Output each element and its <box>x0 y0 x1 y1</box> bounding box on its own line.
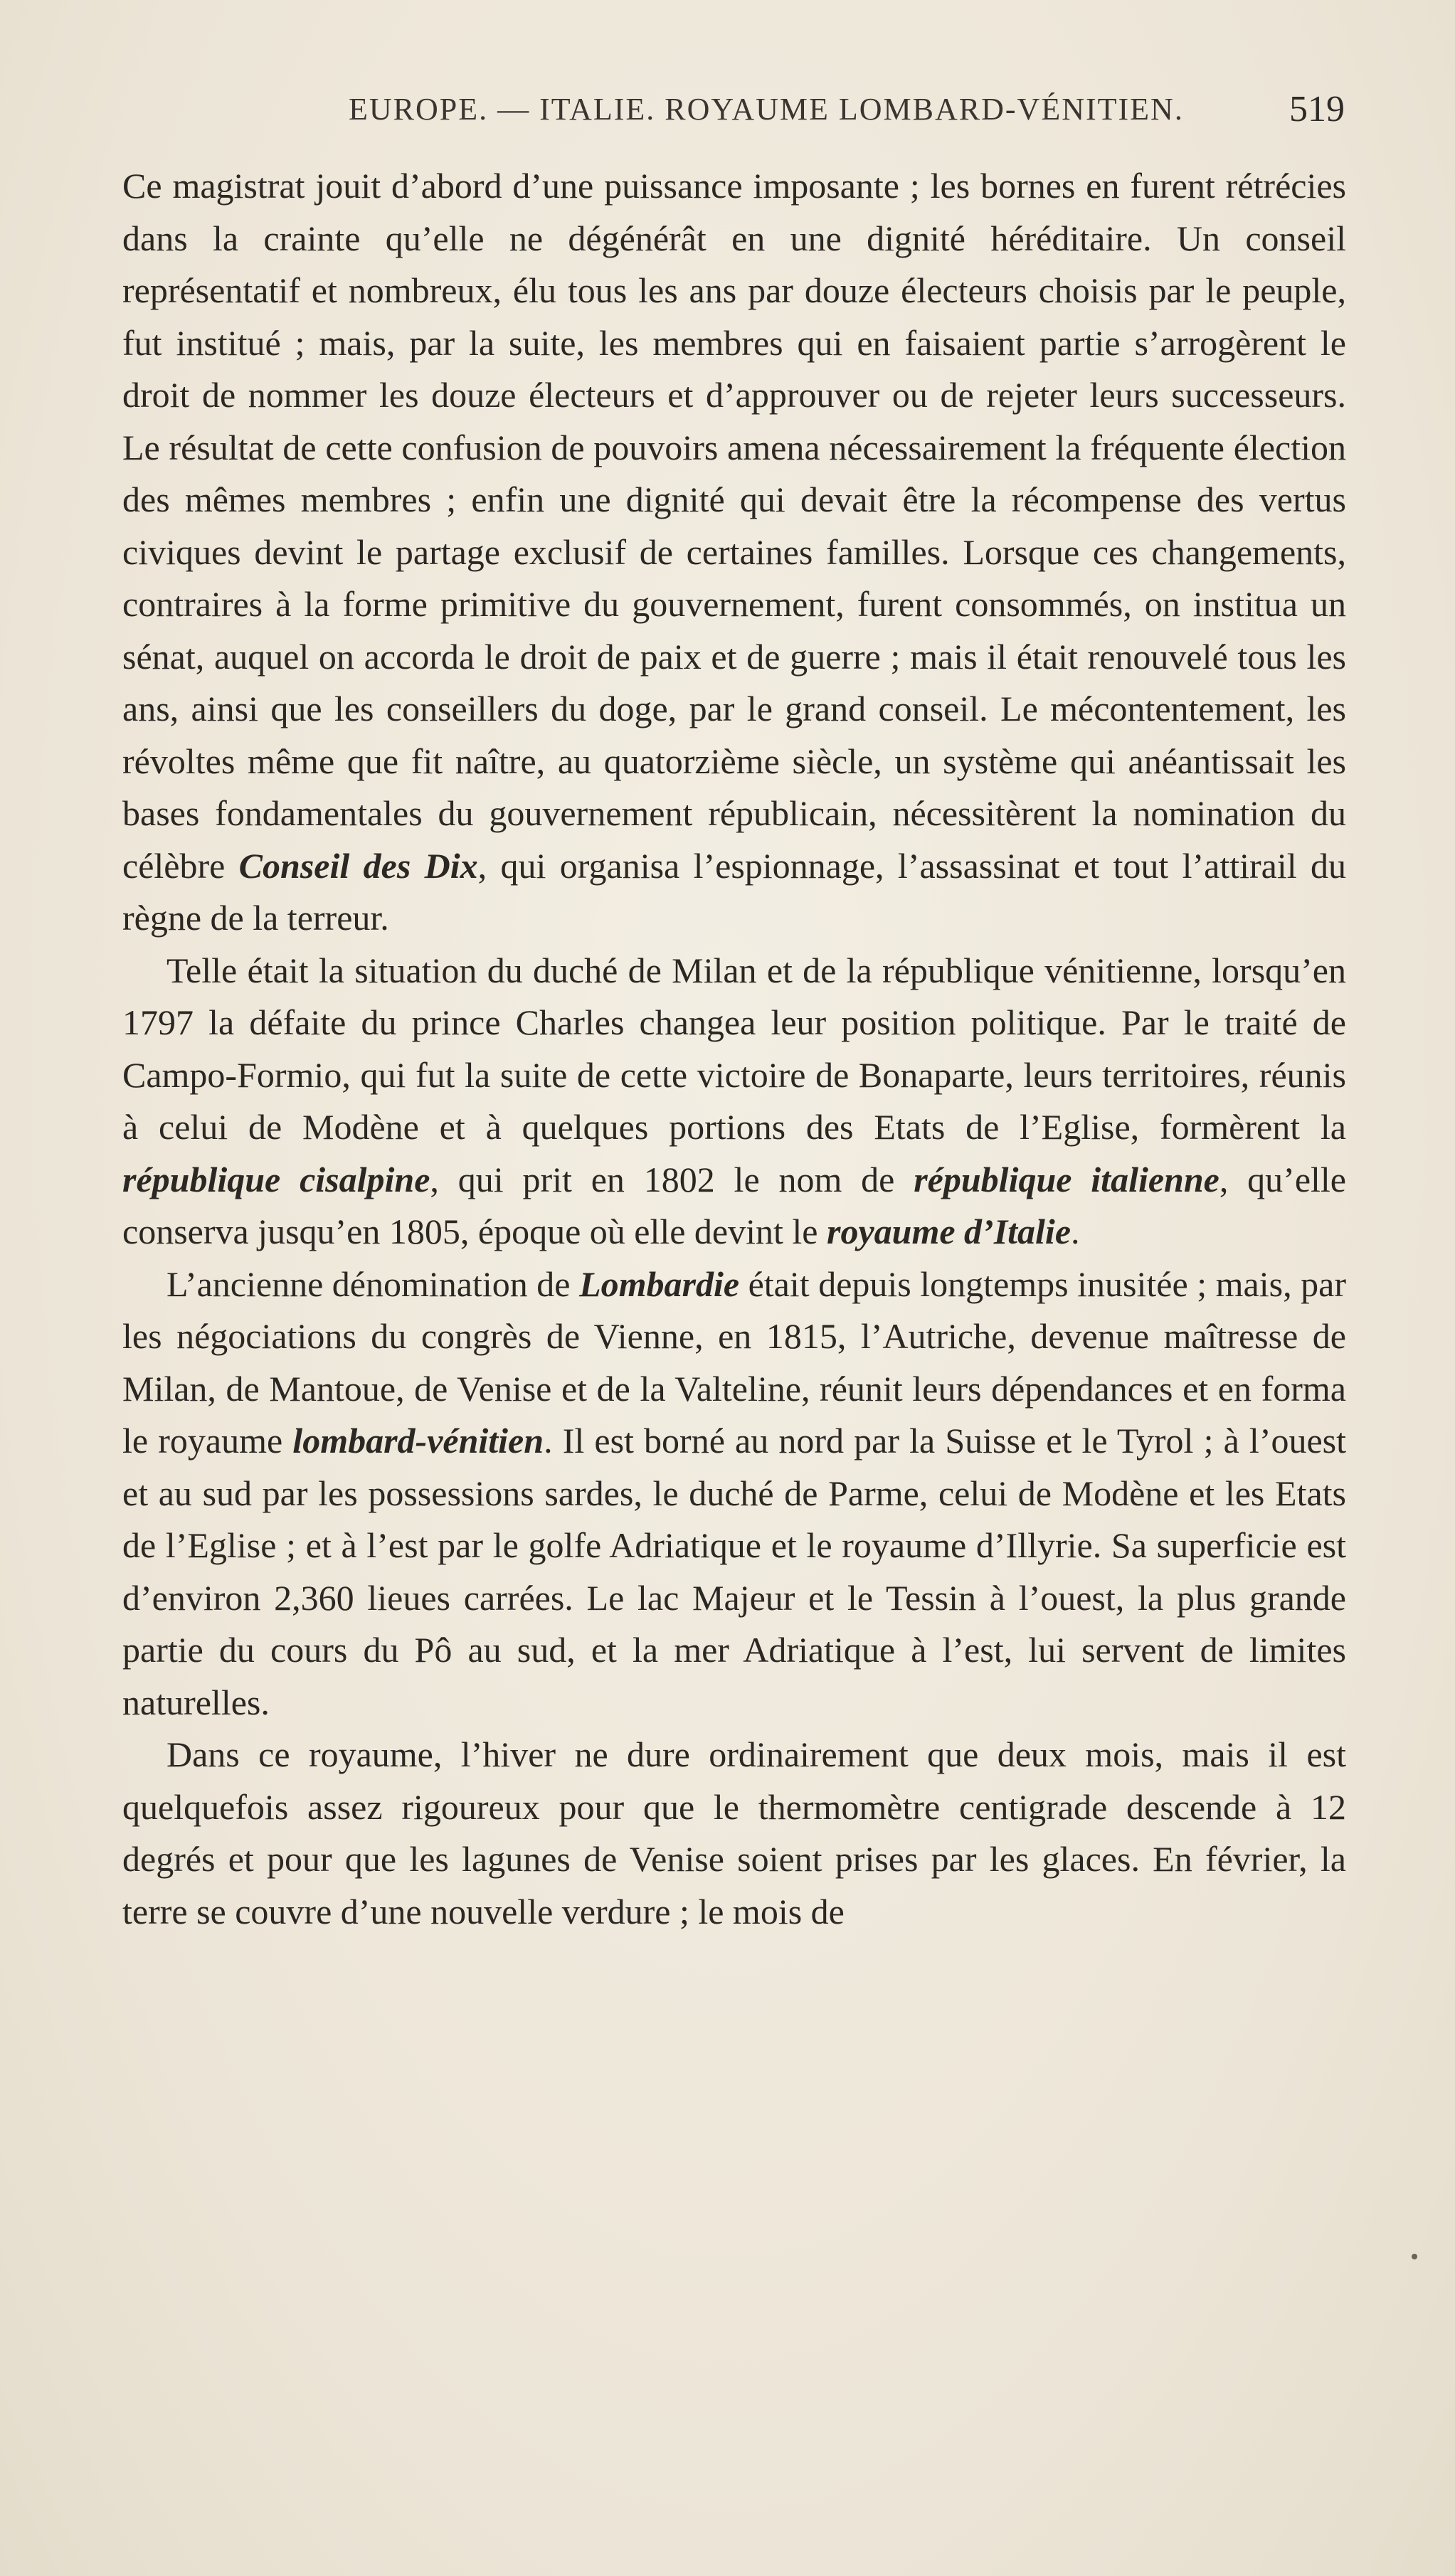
italic-term-republique-cisalpine: république cisalpine <box>122 1159 430 1199</box>
paper-speck <box>1412 2254 1417 2259</box>
italic-term-conseil-des-dix: Conseil des Dix <box>238 845 478 886</box>
text-run: . Il est borné au nord par la Suisse et le Tyrol ; à l’ouest et au sud par les possessions sardes, le duché de Parme, celui de Modène et les Etats de l’Eglise ; et à l’est par le golfe Adriatique et le royaume d’Illyrie. Sa superficie est d’environ 2,360 lieues carrées. Le lac Majeur et le Tessin à l’ouest, la plus grande partie du cours du Pô au sud, et la mer Adriatique à l’est, lui servent de limites naturelles. <box>122 1421 1347 1722</box>
paragraph <box>122 1729 1346 1938</box>
text-run: . <box>1071 1212 1080 1251</box>
text-run: L’ancienne dénomination de <box>166 1263 580 1304</box>
text-run: était depuis longtemps inusitée ; mais, par les négociations du congrès de Vienne, en 1815, l’Autriche, devenue maîtresse de Milan, de Mantoue, de Venise et de la Valteline, réunit leurs dépendances et en forma le royaume <box>122 1263 1346 1461</box>
page-number: 519 <box>1289 89 1345 129</box>
text-run: , qui prit en 1802 le nom de <box>430 1159 914 1199</box>
text-run: Telle était la situation du duché de Milan et de la république vénitienne, lorsqu’en 1797 la défaite du prince Charles changea leur position politique. Par le traité de Campo-Formio, qui fut la suite de cette victoire de Bonaparte, leurs territoires, réunis à celui de Modène et à quelques portions des Etats de l’Eglise, formèrent la <box>122 950 1346 1147</box>
paragraph <box>122 1258 1346 1729</box>
text-run: , qu’elle conserva jusqu’en 1805, époque où elle devint le <box>122 1159 1347 1251</box>
paragraph <box>122 945 1346 1258</box>
text-run: Dans ce royaume, l’hiver ne dure ordinairement que deux mois, mais il est quelquefois assez rigoureux pour que le thermomètre centigrade descende à 12 degrés et pour que les lagunes de Venise soient prises par les glaces. En février, la terre se couvre d’une nouvelle verdure ; le mois de <box>122 1734 1346 1931</box>
italic-term-lombardie: Lombardie <box>579 1263 740 1304</box>
italic-term-lombard-venitien: lombard-vénitien <box>292 1421 544 1461</box>
italic-term-republique-italienne: république italienne <box>914 1159 1219 1199</box>
body-text <box>122 160 1346 1938</box>
text-run: , qui organisa l’espionnage, l’assassinat et tout l’attirail du règne de la terreur. <box>122 845 1346 938</box>
running-head: EUROPE. — ITALIE. ROYAUME LOMBARD-VÉNITIEN. <box>349 92 1184 127</box>
paragraph <box>122 160 1346 945</box>
italic-term-royaume-d-italie: royaume d’Italie <box>827 1212 1072 1251</box>
page-header <box>121 91 1345 134</box>
text-run: Ce magistrat jouit d’abord d’une puissance imposante ; les bornes en furent rétrécies dans la crainte qu’elle ne dégénérât en une dignité héréditaire. Un conseil représentatif et nombreux, élu tous les ans par douze électeurs choisis par le peuple, fut institué ; mais, par la suite, les membres qui en faisaient partie s’arrogèrent le droit de nommer les douze électeurs et d’approuver ou de rejeter leurs successeurs. Le résultat de cette confusion de pouvoirs amena nécessairement la fréquente élection des mêmes membres ; enfin une dignité qui devait être la récompense des vertus civiques devint le partage exclusif de certaines familles. Lorsque ces changements, contraires à la forme primitive du gouvernement, furent consommés, on institua un sénat, auquel on accorda le droit de paix et de guerre ; mais il était renouvelé tous les ans, ainsi que les conseillers du doge, par le grand conseil. Le mécontentement, les révoltes même que fit naître, au quatorzième siècle, un système qui anéantissait les bases fondamentales du gouvernement républicain, nécessitèrent la nomination du célèbre <box>122 166 1346 886</box>
